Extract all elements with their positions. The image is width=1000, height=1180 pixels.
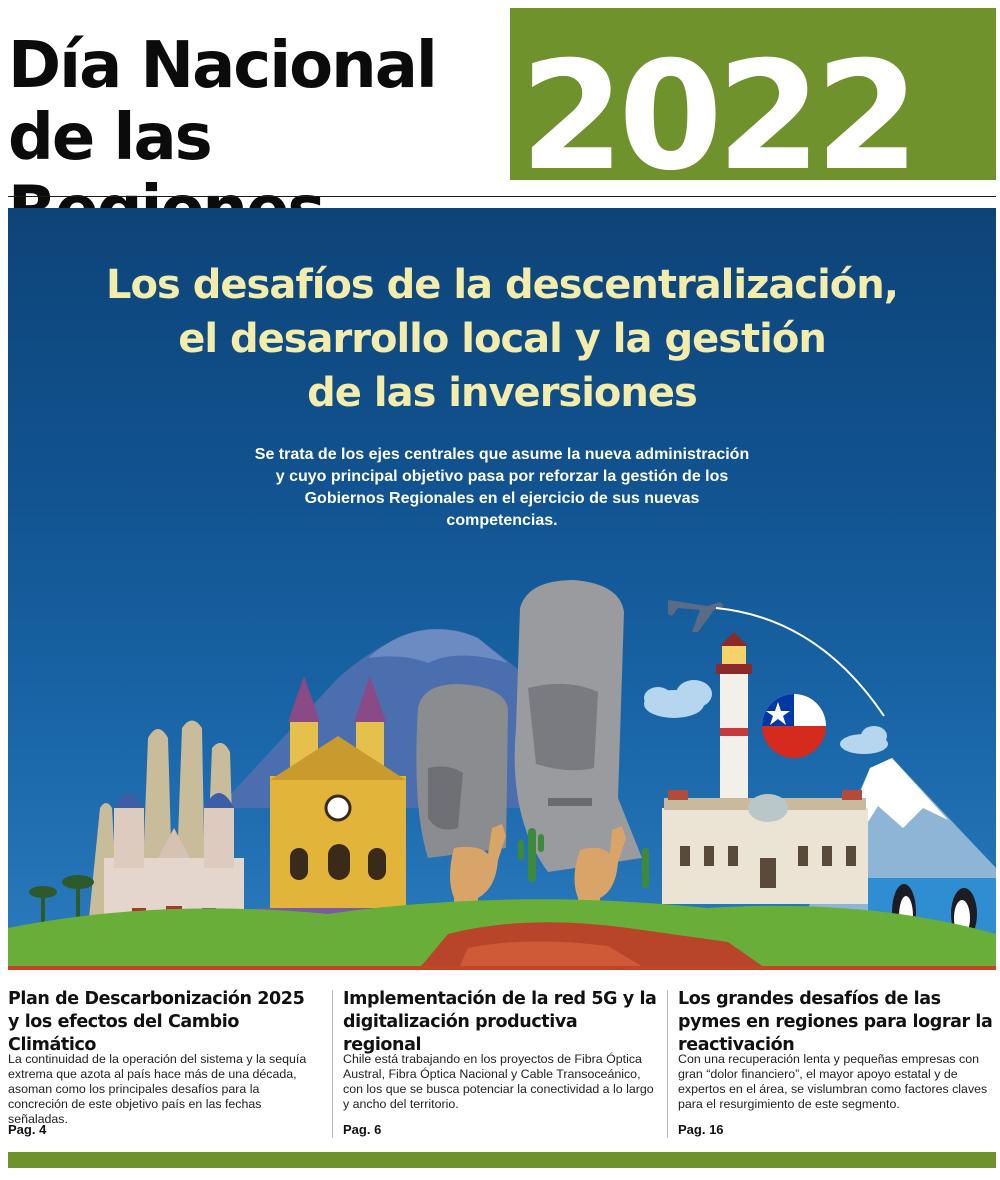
chile-flag-icon: [762, 694, 826, 758]
article-page-ref: Pag. 4: [8, 1122, 47, 1137]
article-teaser[interactable]: [678, 988, 996, 1138]
article-title[interactable]: Los grandes desafíos de las pymes en regiones para lograr la reactivación: [678, 989, 993, 1055]
airplane-icon: [668, 600, 724, 632]
lighthouse-icon: [716, 632, 752, 810]
article-page-ref: Pag. 6: [343, 1122, 382, 1137]
hero-headline-line-1: Los desafíos de la descentralización,: [106, 262, 898, 308]
hero-subheading: Se trata de los ejes centrales que asume la nueva administración y cuyo principal objetivo pasa por reforzar la gestión de los Gobiernos Regionales en el ejercicio de sus nuevas competencias.: [254, 446, 750, 529]
masthead-divider: [8, 196, 996, 197]
article-title[interactable]: Plan de Descarbonización 2025 y los efectos del Cambio Climático: [8, 989, 305, 1055]
article-summary: Con una recuperación lenta y pequeñas empresas con gran “dolor financiero”, el mayor apoyo estatal y de expertos en el área, se vislumbran como factores claves para el resurgimiento de este segmento.: [678, 1052, 988, 1111]
article-page-ref: Pag. 16: [678, 1122, 724, 1137]
historic-building-icon: [662, 790, 868, 904]
column-divider: [332, 990, 333, 1138]
article-summary: La continuidad de la operación del sistema y la sequía extrema que azota al país hace más de una década, asoman como los principales desafíos para la concreción de este objetivo país en las fechas señaladas.: [8, 1052, 307, 1126]
title-line-1: Día Nacional: [8, 29, 436, 103]
year-block: [510, 8, 996, 180]
article-teasers: [8, 988, 996, 1138]
article-summary: Chile está trabajando en los proyectos de Fibra Óptica Austral, Fibra Óptica Nacional y Cable Transoceánico, con los que se busca potenciar la conectividad a lo largo y ancho del territorio.: [343, 1052, 654, 1111]
masthead: [0, 0, 1000, 196]
article-teaser[interactable]: [8, 988, 312, 1138]
article-title[interactable]: Implementación de la red 5G y la digitalización productiva regional: [343, 989, 657, 1055]
column-divider: [667, 990, 668, 1138]
footer-bar: [8, 1152, 996, 1168]
hero-headline-line-3: de las inversiones: [307, 370, 697, 416]
hero-headline-line-2: el desarrollo local y la gestión: [178, 316, 826, 362]
title-line-2: de las: [8, 101, 211, 175]
hero-banner: [8, 208, 996, 970]
article-teaser[interactable]: [343, 988, 661, 1138]
hero-headline: [8, 258, 996, 420]
year-label: 2022: [520, 30, 914, 180]
hero-bottom-border: [8, 966, 996, 970]
moai-statues-icon: [416, 580, 642, 872]
